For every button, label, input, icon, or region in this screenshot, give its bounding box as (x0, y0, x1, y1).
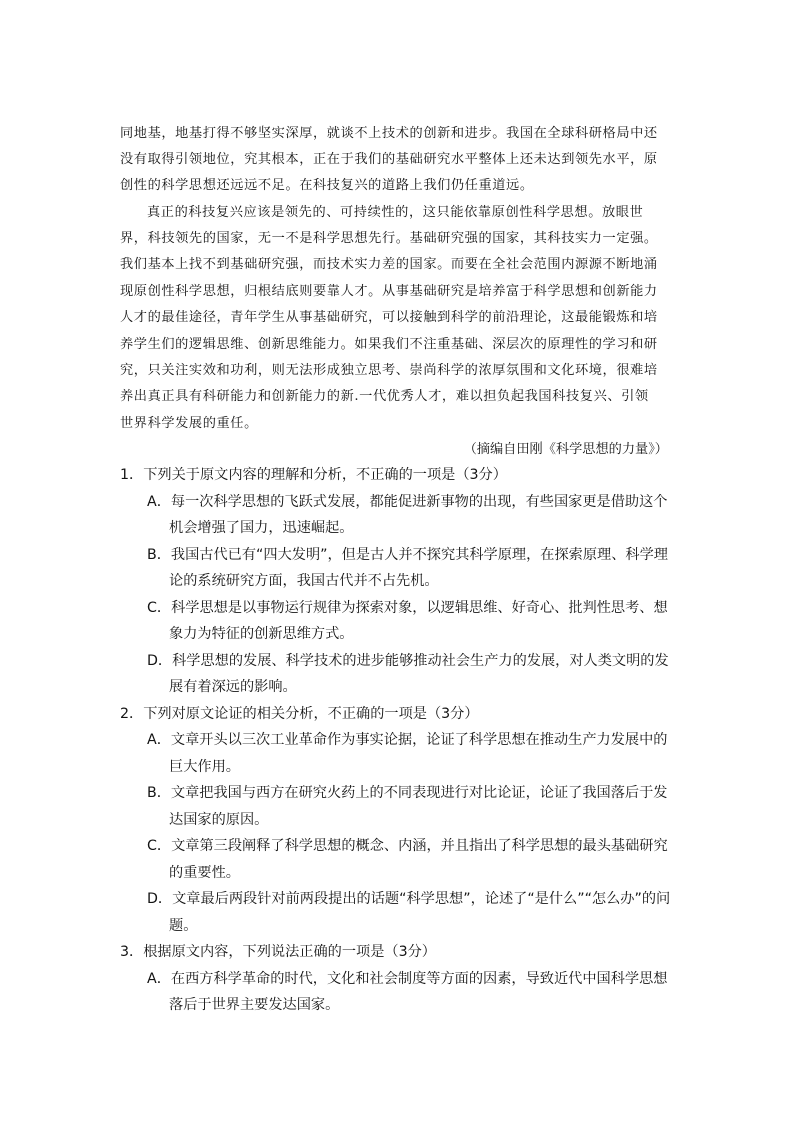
option-b: B．文章把我国与西方在研究火药上的不同表现进行对比论证，论证了我国落后于发 (147, 785, 668, 801)
passage-line: 没有取得引领地位，究其根本，正在于我们的基础研究水平整体上还未达到领先水平，原 (120, 152, 658, 167)
option-b-cont: 论的系统研究方面，我国古代并不占先机。 (169, 573, 439, 589)
question-stem: 2．下列对原文论证的相关分析，不正确的一项是（3分） (120, 706, 479, 722)
question-stem: 3．根据原文内容，下列说法正确的一项是（3分） (120, 944, 436, 960)
passage-line: 创性的科学思想还远远不足。在科技复兴的道路上我们仍任重道远。 (120, 178, 534, 193)
passage-line: 同地基，地基打得不够坚实深厚，就谈不上技术的创新和进步。我国在全球科研格局中还 (120, 126, 658, 141)
option-b: B．我国古代已有“四大发明”，但是古人并不探究其科学原理，在探索原理、科学理 (147, 547, 668, 563)
option-a: A．文章开头以三次工业革命作为事实论据，论证了科学思想在推动生产力发展中的 (147, 732, 668, 748)
option-a-cont: 机会增强了国力，迅速崛起。 (169, 520, 354, 536)
option-a-cont: 落后于世界主要发达国家。 (169, 997, 340, 1013)
option-a-cont: 巨大作用。 (169, 759, 240, 775)
option-a: A．每一次科学思想的飞跃式发展，都能促进新事物的出现，有些国家更是借助这个 (147, 494, 668, 510)
option-c-cont: 象力为特征的创新思维方式。 (169, 626, 354, 642)
passage-line: 人才的最佳途径，青年学生从事基础研究，可以接触到科学的前沿理论，这最能锻炼和培 (120, 310, 658, 325)
option-d: D．文章最后两段针对前两段提出的话题“科学思想”，论述了“是什么”“怎么办”的问 (147, 891, 671, 907)
option-a: A．在西方科学革命的时代，文化和社会制度等方面的因素，导致近代中国科学思想 (147, 971, 668, 987)
option-c: C．文章第三段阐释了科学思想的概念、内涵，并且指出了科学思想的最头基础研究 (147, 838, 668, 854)
option-d-cont: 题。 (169, 918, 198, 934)
option-b-cont: 达国家的原因。 (169, 812, 269, 828)
question-stem: 1．下列关于原文内容的理解和分析，不正确的一项是（3分） (120, 467, 507, 483)
passage-line: 养出真正具有科研能力和创新能力的新.一代优秀人才，难以担负起我国科技复兴、引领 (120, 389, 649, 404)
passage-line: 界，科技领先的国家，无一不是科学思想先行。基础研究强的国家，其科技实力一定强。 (120, 231, 658, 246)
option-d-cont: 展有着深远的影响。 (169, 679, 297, 695)
passage-source: （摘编自田刚《科学思想的力量》） (463, 442, 668, 457)
passage-line: 世界科学发展的重任。 (120, 416, 258, 431)
option-d: D．科学思想的发展、科学技术的进步能够推动社会生产力的发展，对人类文明的发 (147, 653, 669, 669)
passage-line: 真正的科技复兴应该是领先的、可持续性的，这只能依靠原创性科学思想。放眼世 (147, 205, 644, 220)
passage-line: 现原创性科学思想，归根结底则要靠人才。从事基础研究是培养富于科学思想和创新能力 (120, 284, 658, 299)
passage-line: 究，只关注实效和功利，则无法形成独立思考、崇尚科学的浓厚氛围和文化环境，很难培 (120, 363, 658, 378)
passage-line: 养学生们的逻辑思维、创新思维能力。如果我们不注重基础、深层次的原理性的学习和研 (120, 337, 658, 352)
passage-line: 我们基本上找不到基础研究强，而技术实力差的国家。而要在全社会范围内源源不断地涌 (120, 257, 658, 272)
option-c-cont: 的重要性。 (169, 865, 240, 881)
option-c: C．科学思想是以事物运行规律为探索对象，以逻辑思维、好奇心、批判性思考、想 (147, 600, 668, 616)
